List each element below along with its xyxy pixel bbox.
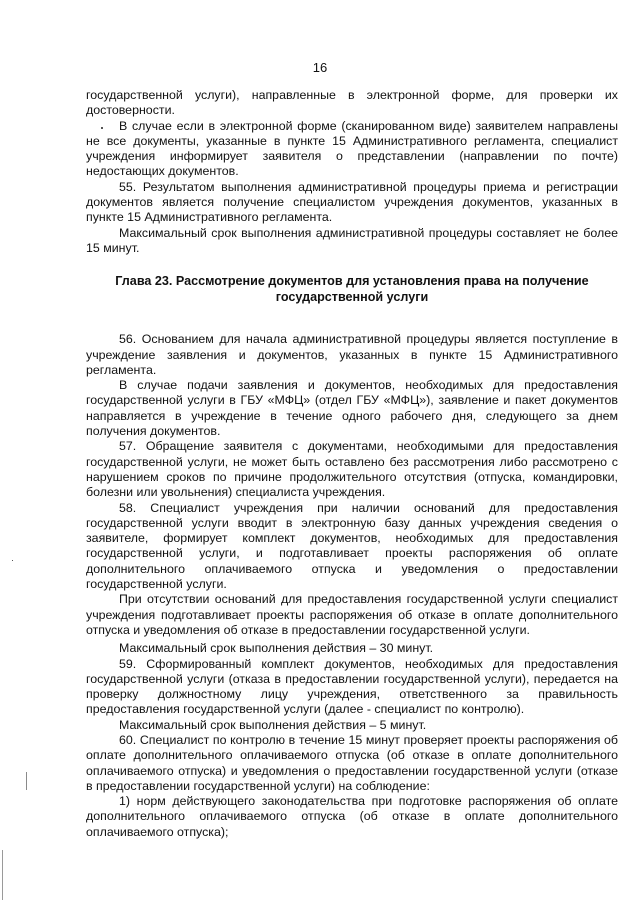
paragraph-59: 59. Сформированный комплект документов, необходимых для предоставления государственной услуги (отказа в предоставлении государственной услуги), передается на проверку должностному лицу учреждения, ответственного за правильность предоставления государственной услуги (далее - специалист по контролю). [86, 656, 618, 717]
page-number: 16 [312, 60, 328, 75]
paragraph-mfc: В случае подачи заявления и документов, необходимых для предоставления государственной услуги в ГБУ «МФЦ» (отдел ГБУ «МФЦ»), заявление и пакет документов направляется в учреждение в течение одного рабочего дня, следующего за днем получения документов. [86, 378, 618, 439]
paragraph-max-time-15: Максимальный срок выполнения административной процедуры составляет не более 15 минут. [86, 225, 618, 255]
paragraph-60: 60. Специалист по контролю в течение 15 минут проверяет проекты распоряжения об оплате дополнительного оплачиваемого отпуска (об отказе в оплате дополнительного оплачиваемого отпуска) и уведомления о предоставлении государственной услуги (отказе в предоставлении государственной услуги) на соблюдение: [86, 732, 618, 793]
paragraph-57: 57. Обращение заявителя с документами, необходимыми для предоставления государственной услуги, не может быть оставлено без рассмотрения либо рассмотрено с нарушением сроков по причине продолжительного отсутствия (отпуска, командировки, болезни или увольнения) специалиста учреждения. [86, 439, 618, 500]
paragraph-max-time-30: Максимальный срок выполнения действия – 30 минут. [119, 641, 434, 656]
paragraph-continuation: государственной услуги), направленные в электронной форме, для проверки их достоверности. [86, 88, 618, 118]
scan-artifact-line [26, 772, 27, 790]
paragraph-56: 56. Основанием для начала административной процедуры является поступление в учреждение заявления и документов, указанных в пункте 15 Административного регламента. [86, 332, 618, 377]
paragraph-60-item-1: 1) норм действующего законодательства при подготовке распоряжения об оплате дополнительного оплачиваемого отпуска (об отказе в оплате дополнительного оплачиваемого отпуска); [86, 794, 618, 839]
paragraph-58: 58. Специалист учреждения при наличии оснований для предоставления государственной услуги вводит в электронную базу данных учреждения сведения о заявителе, формирует комплект документов, необходимых для предоставления государственной услуги, и подготавливает проекты распоряжения об оплате дополнительного оплачиваемого отпуска и уведомления о предоставлении государственной услуги. [86, 500, 618, 592]
paragraph-no-grounds: При отсутствии оснований для предоставления государственной услуги специалист учреждения подготавливает проекты распоряжения об отказе в оплате дополнительного отпуска и уведомления об отказе в предоставлении государственной услуги. [86, 592, 618, 637]
chapter-title: Глава 23. Рассмотрение документов для установления права на получение государственной услуги [115, 274, 589, 304]
scan-artifact-dot [101, 127, 103, 129]
scan-artifact-dot [12, 560, 13, 561]
paragraph-55: 55. Результатом выполнения административной процедуры приема и регистрации документов является получение специалистом учреждения документов, указанных в пункте 15 Административного регламента. [86, 179, 618, 225]
scan-artifact-edge [2, 850, 3, 900]
document-body [86, 88, 618, 840]
paragraph-incomplete-docs: В случае если в электронной форме (сканированном виде) заявителем направлены не все документы, указанные в пункте 15 Административного регламента, специалист учреждения информирует заявителя о представлении (направлении по почте) недостающих документов. [86, 118, 618, 179]
paragraph-max-time-5: Максимальный срок выполнения действия – 5 минут. [119, 717, 427, 732]
